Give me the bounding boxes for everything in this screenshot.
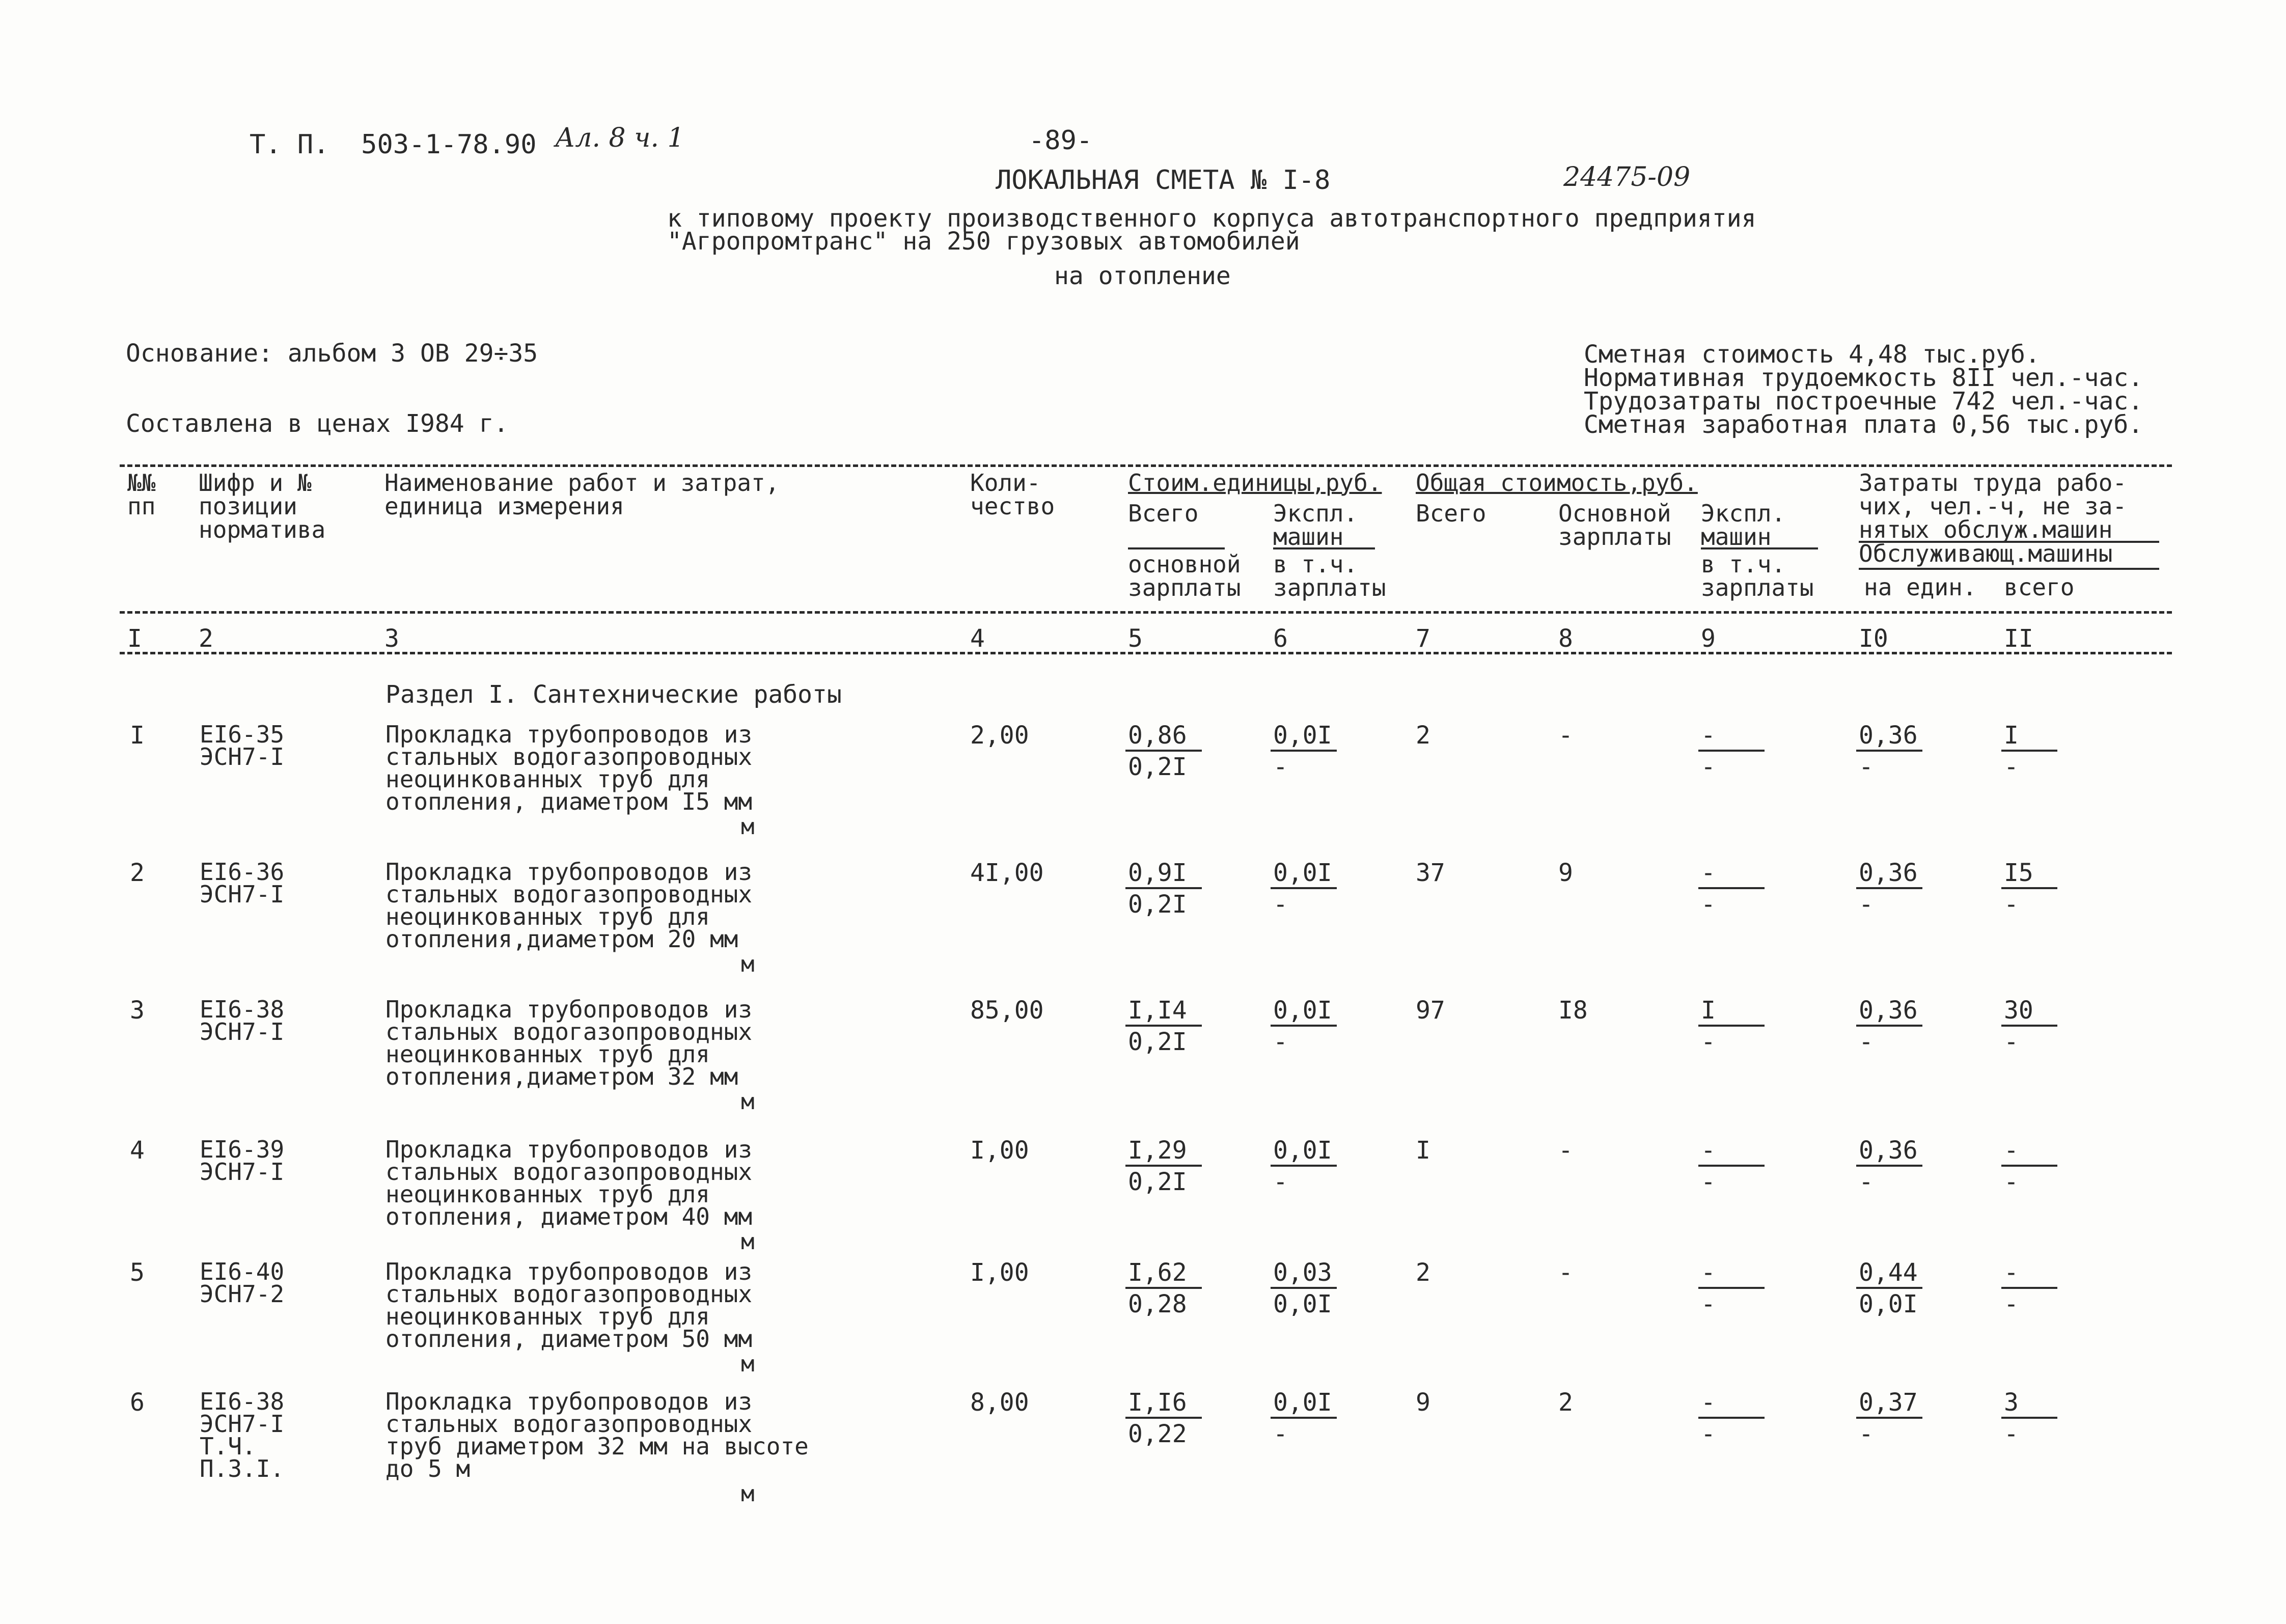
col-header-quantity: Коли- чество	[970, 469, 1055, 520]
row-labor-unit-bottom: -	[1859, 1420, 1874, 1448]
row-unit-machines-bottom: -	[1273, 753, 1288, 781]
row-number: 3	[130, 996, 145, 1025]
fraction-rule	[1271, 1165, 1337, 1167]
row-unit-cost-top: I,I6	[1128, 1388, 1187, 1417]
row-labor-total-bottom: -	[2004, 890, 2019, 919]
row-total-salary: I8	[1558, 996, 1588, 1025]
fraction-rule	[1125, 1165, 1202, 1167]
row-labor-unit-bottom: -	[1859, 890, 1874, 919]
row-quantity: 4I,00	[970, 859, 1044, 887]
col-header-unit-machine-salary: в т.ч. зарплаты	[1273, 550, 1386, 601]
row-unit-machines-bottom: -	[1273, 890, 1288, 919]
row-total-machines-bottom: -	[1701, 1028, 1716, 1056]
col-group-total-cost: Общая стоимость,руб.	[1416, 469, 1698, 497]
column-number-3: 3	[384, 624, 399, 653]
fraction-rule	[2001, 887, 2057, 889]
fraction-rule	[1271, 750, 1337, 752]
section-title: Раздел I. Сантехнические работы	[385, 680, 842, 709]
row-unit-cost-bottom: 0,2I	[1128, 1028, 1187, 1056]
row-total-machines-top: -	[1701, 1388, 1716, 1417]
row-unit-machines-top: 0,0I	[1273, 721, 1332, 750]
row-labor-total-top: I	[2004, 721, 2019, 750]
row-total-salary: -	[1558, 1136, 1573, 1165]
col-header-labor-total: всего	[2004, 573, 2075, 601]
fraction-rule	[2001, 1287, 2057, 1289]
row-labor-total-top: I5	[2004, 859, 2033, 887]
row-total-cost: 2	[1416, 1258, 1430, 1287]
fraction-rule	[1271, 1287, 1337, 1289]
document-code: Т. П. 503-1-78.90	[250, 129, 537, 160]
row-labor-total-bottom: -	[2004, 753, 2019, 781]
subtitle-line-3: на отопление	[1054, 262, 1231, 290]
row-unit-cost-top: I,62	[1128, 1258, 1187, 1287]
col-header-total: Всего	[1416, 500, 1486, 527]
fraction-rule	[1698, 1287, 1765, 1289]
column-number-rule	[120, 652, 2172, 654]
col-header-number: №№ пп	[127, 469, 156, 520]
prices-text: Составлена в ценах I984 г.	[126, 409, 509, 438]
row-total-cost: 97	[1416, 996, 1445, 1025]
row-labor-unit-top: 0,37	[1859, 1388, 1918, 1417]
fraction-rule	[2001, 1025, 2057, 1027]
fraction-rule	[1698, 1025, 1765, 1027]
column-number-1: I	[127, 624, 142, 653]
col-header-name: Наименование работ и затрат, единица измерения	[384, 469, 780, 520]
fraction-rule	[1698, 1417, 1765, 1419]
row-unit-cost-bottom: 0,22	[1128, 1420, 1187, 1448]
fraction-rule	[1125, 1417, 1202, 1419]
row-unit: м	[741, 951, 755, 977]
col-header-unit-machines: Экспл. машин	[1273, 500, 1358, 550]
row-total-cost: 37	[1416, 859, 1445, 887]
row-work-name: Прокладка трубопроводов из стальных водогазопроводных неоцинкованных труб для отопления,диаметром 32 мм	[385, 996, 753, 1090]
row-unit-machines-top: 0,0I	[1273, 1388, 1332, 1417]
col-group-unit-cost: Стоим.единицы,руб.	[1128, 469, 1382, 497]
fraction-rule	[1698, 887, 1765, 889]
row-unit-machines-top: 0,0I	[1273, 1136, 1332, 1165]
row-labor-total-top: -	[2004, 1258, 2019, 1287]
fraction-rule	[1698, 1165, 1765, 1167]
row-labor-total-top: -	[2004, 1136, 2019, 1165]
row-work-name: Прокладка трубопроводов из стальных водогазопроводных неоцинкованных труб для отопления, диаметром I5 мм	[385, 721, 753, 815]
col-subheader-machine-service: Обслуживающ.машины	[1859, 540, 2113, 567]
row-number: 6	[130, 1388, 145, 1417]
column-number-2: 2	[199, 624, 213, 653]
row-total-machines-top: -	[1701, 1258, 1716, 1287]
column-number-9: 9	[1701, 624, 1716, 653]
row-total-cost: I	[1416, 1136, 1430, 1165]
column-number-7: 7	[1416, 624, 1430, 653]
row-labor-unit-top: 0,36	[1859, 996, 1918, 1025]
fraction-rule	[1856, 887, 1922, 889]
row-unit-cost-top: I,I4	[1128, 996, 1187, 1025]
fraction-rule	[1856, 1287, 1922, 1289]
row-unit: м	[741, 1229, 755, 1255]
row-labor-unit-bottom: -	[1859, 1168, 1874, 1196]
row-labor-total-top: 30	[2004, 996, 2033, 1025]
row-unit-machines-bottom: -	[1273, 1168, 1288, 1196]
row-labor-unit-top: 0,36	[1859, 859, 1918, 887]
row-quantity: 2,00	[970, 721, 1029, 750]
row-unit-machines-top: 0,0I	[1273, 996, 1332, 1025]
row-unit-machines-bottom: 0,0I	[1273, 1290, 1332, 1318]
row-unit-machines-bottom: -	[1273, 1420, 1288, 1448]
row-total-machines-bottom: -	[1701, 1420, 1716, 1448]
row-total-machines-bottom: -	[1701, 753, 1716, 781]
row-norm-code: ЕI6-35 ЭСН7-I	[200, 721, 285, 770]
row-total-salary: -	[1558, 1258, 1573, 1287]
col-group-labor: Затраты труда рабо- чих, чел.-ч, не за- нятых обслуж.машин	[1859, 469, 2127, 543]
subtitle-line-2: "Агропромтранс" на 250 грузовых автомобилей	[667, 227, 1300, 256]
summary-estimated-cost: Сметная стоимость 4,48 тыс.руб.	[1584, 340, 2040, 369]
row-labor-unit-bottom: -	[1859, 1028, 1874, 1056]
column-number-8: 8	[1558, 624, 1573, 653]
row-total-salary: 9	[1558, 859, 1573, 887]
row-labor-total-bottom: -	[2004, 1420, 2019, 1448]
row-quantity: 8,00	[970, 1388, 1029, 1417]
col-header-total-machines: Экспл. машин	[1701, 500, 1786, 550]
row-unit: м	[741, 1351, 755, 1377]
fraction-rule	[2001, 1165, 2057, 1167]
row-number: 4	[130, 1136, 145, 1165]
row-work-name: Прокладка трубопроводов из стальных водогазопроводных неоцинкованных труб для отопления, диаметром 50 мм	[385, 1258, 753, 1353]
column-number-6: 6	[1273, 624, 1288, 653]
row-total-salary: -	[1558, 721, 1573, 750]
row-labor-unit-top: 0,44	[1859, 1258, 1918, 1287]
row-unit-cost-bottom: 0,2I	[1128, 890, 1187, 919]
col-header-unit-total: Всего	[1128, 500, 1199, 527]
fraction-rule	[2001, 750, 2057, 752]
row-labor-unit-bottom: -	[1859, 753, 1874, 781]
row-norm-code: ЕI6-39 ЭСН7-I	[200, 1136, 285, 1186]
row-unit-cost-bottom: 0,2I	[1128, 1168, 1187, 1196]
fraction-rule	[1856, 1165, 1922, 1167]
row-quantity: 85,00	[970, 996, 1044, 1025]
column-number-10: I0	[1859, 624, 1888, 653]
row-labor-total-top: 3	[2004, 1388, 2019, 1417]
col-header-total-machine-salary: в т.ч. зарплаты	[1701, 550, 1814, 601]
row-total-machines-bottom: -	[1701, 1290, 1716, 1318]
fraction-rule	[1271, 1025, 1337, 1027]
row-quantity: I,00	[970, 1258, 1029, 1287]
fraction-rule	[1856, 1417, 1922, 1419]
row-unit-cost-top: I,29	[1128, 1136, 1187, 1165]
row-unit-machines-top: 0,0I	[1273, 859, 1332, 887]
row-total-cost: 2	[1416, 721, 1430, 750]
fraction-rule	[1698, 750, 1765, 752]
column-number-11: II	[2004, 624, 2033, 653]
col-header-unit-salary: основной зарплаты	[1128, 550, 1241, 601]
col-header-labor-unit: на един.	[1864, 573, 1977, 601]
row-norm-code: ЕI6-36 ЭСН7-I	[200, 858, 285, 908]
fraction-rule	[1125, 1025, 1202, 1027]
row-labor-unit-bottom: 0,0I	[1859, 1290, 1918, 1318]
document-title: ЛОКАЛЬНАЯ СМЕТА № I-8	[996, 165, 1331, 196]
fraction-rule	[1856, 1025, 1922, 1027]
col-header-code: Шифр и № позиции норматива	[199, 469, 326, 543]
row-norm-code: ЕI6-38 ЭСН7-I Т.Ч. П.3.I.	[200, 1388, 285, 1482]
fraction-rule	[1271, 1417, 1337, 1419]
page-number: -89-	[1029, 125, 1093, 156]
row-unit: м	[741, 1481, 755, 1507]
col-header-total-salary: Основной зарплаты	[1558, 500, 1671, 550]
fraction-rule	[2001, 1417, 2057, 1419]
row-unit-cost-bottom: 0,28	[1128, 1290, 1187, 1318]
row-norm-code: ЕI6-38 ЭСН7-I	[200, 996, 285, 1045]
row-unit-machines-top: 0,03	[1273, 1258, 1332, 1287]
fraction-rule	[1125, 1287, 1202, 1289]
row-total-cost: 9	[1416, 1388, 1430, 1417]
subtitle-line-1: к типовому проекту производственного корпуса автотранспортного предприятия	[667, 204, 1756, 233]
row-labor-total-bottom: -	[2004, 1028, 2019, 1056]
fraction-rule	[1271, 887, 1337, 889]
column-number-5: 5	[1128, 624, 1143, 653]
album-reference: Ал. 8 ч. 1	[555, 123, 684, 153]
row-labor-unit-top: 0,36	[1859, 721, 1918, 750]
row-total-machines-top: -	[1701, 721, 1716, 750]
row-total-salary: 2	[1558, 1388, 1573, 1417]
table-top-rule	[120, 464, 2172, 467]
summary-wage-fund: Сметная заработная плата 0,56 тыс.руб.	[1584, 410, 2143, 439]
row-number: 5	[130, 1258, 145, 1287]
header-bottom-rule	[120, 611, 2172, 614]
row-labor-unit-top: 0,36	[1859, 1136, 1918, 1165]
row-total-machines-bottom: -	[1701, 1168, 1716, 1196]
row-total-machines-top: -	[1701, 859, 1716, 887]
row-labor-total-bottom: -	[2004, 1168, 2019, 1196]
row-unit: м	[741, 1089, 755, 1115]
row-unit: м	[741, 814, 755, 840]
fraction-rule	[1856, 750, 1922, 752]
column-number-4: 4	[970, 624, 985, 653]
row-labor-total-bottom: -	[2004, 1290, 2019, 1318]
row-quantity: I,00	[970, 1136, 1029, 1165]
row-unit-cost-top: 0,9I	[1128, 859, 1187, 887]
row-work-name: Прокладка трубопроводов из стальных водогазопроводных неоцинкованных труб для отопления,диаметром 20 мм	[385, 858, 753, 953]
row-norm-code: ЕI6-40 ЭСН7-2	[200, 1258, 285, 1308]
fraction-rule	[1125, 750, 1202, 752]
row-number: I	[130, 721, 145, 750]
summary-construction-labor: Трудозатраты построечные 742 чел.-час.	[1584, 387, 2143, 416]
fraction-rule	[1125, 887, 1202, 889]
row-total-machines-bottom: -	[1701, 890, 1716, 919]
row-unit-cost-top: 0,86	[1128, 721, 1187, 750]
row-total-machines-top: I	[1701, 996, 1716, 1025]
row-unit-cost-bottom: 0,2I	[1128, 753, 1187, 781]
row-work-name: Прокладка трубопроводов из стальных водогазопроводных неоцинкованных труб для отопления, диаметром 40 мм	[385, 1136, 753, 1230]
basis-text: Основание: альбом 3 ОВ 29÷35	[126, 339, 538, 368]
registration-number: 24475-09	[1563, 162, 1691, 192]
row-number: 2	[130, 859, 145, 887]
row-total-machines-top: -	[1701, 1136, 1716, 1165]
row-unit-machines-bottom: -	[1273, 1028, 1288, 1056]
row-work-name: Прокладка трубопроводов из стальных водогазопроводных труб диаметром 32 мм на высоте до 5 м	[385, 1388, 809, 1482]
summary-labor-intensity: Нормативная трудоемкость 8II чел.-час.	[1584, 364, 2143, 392]
